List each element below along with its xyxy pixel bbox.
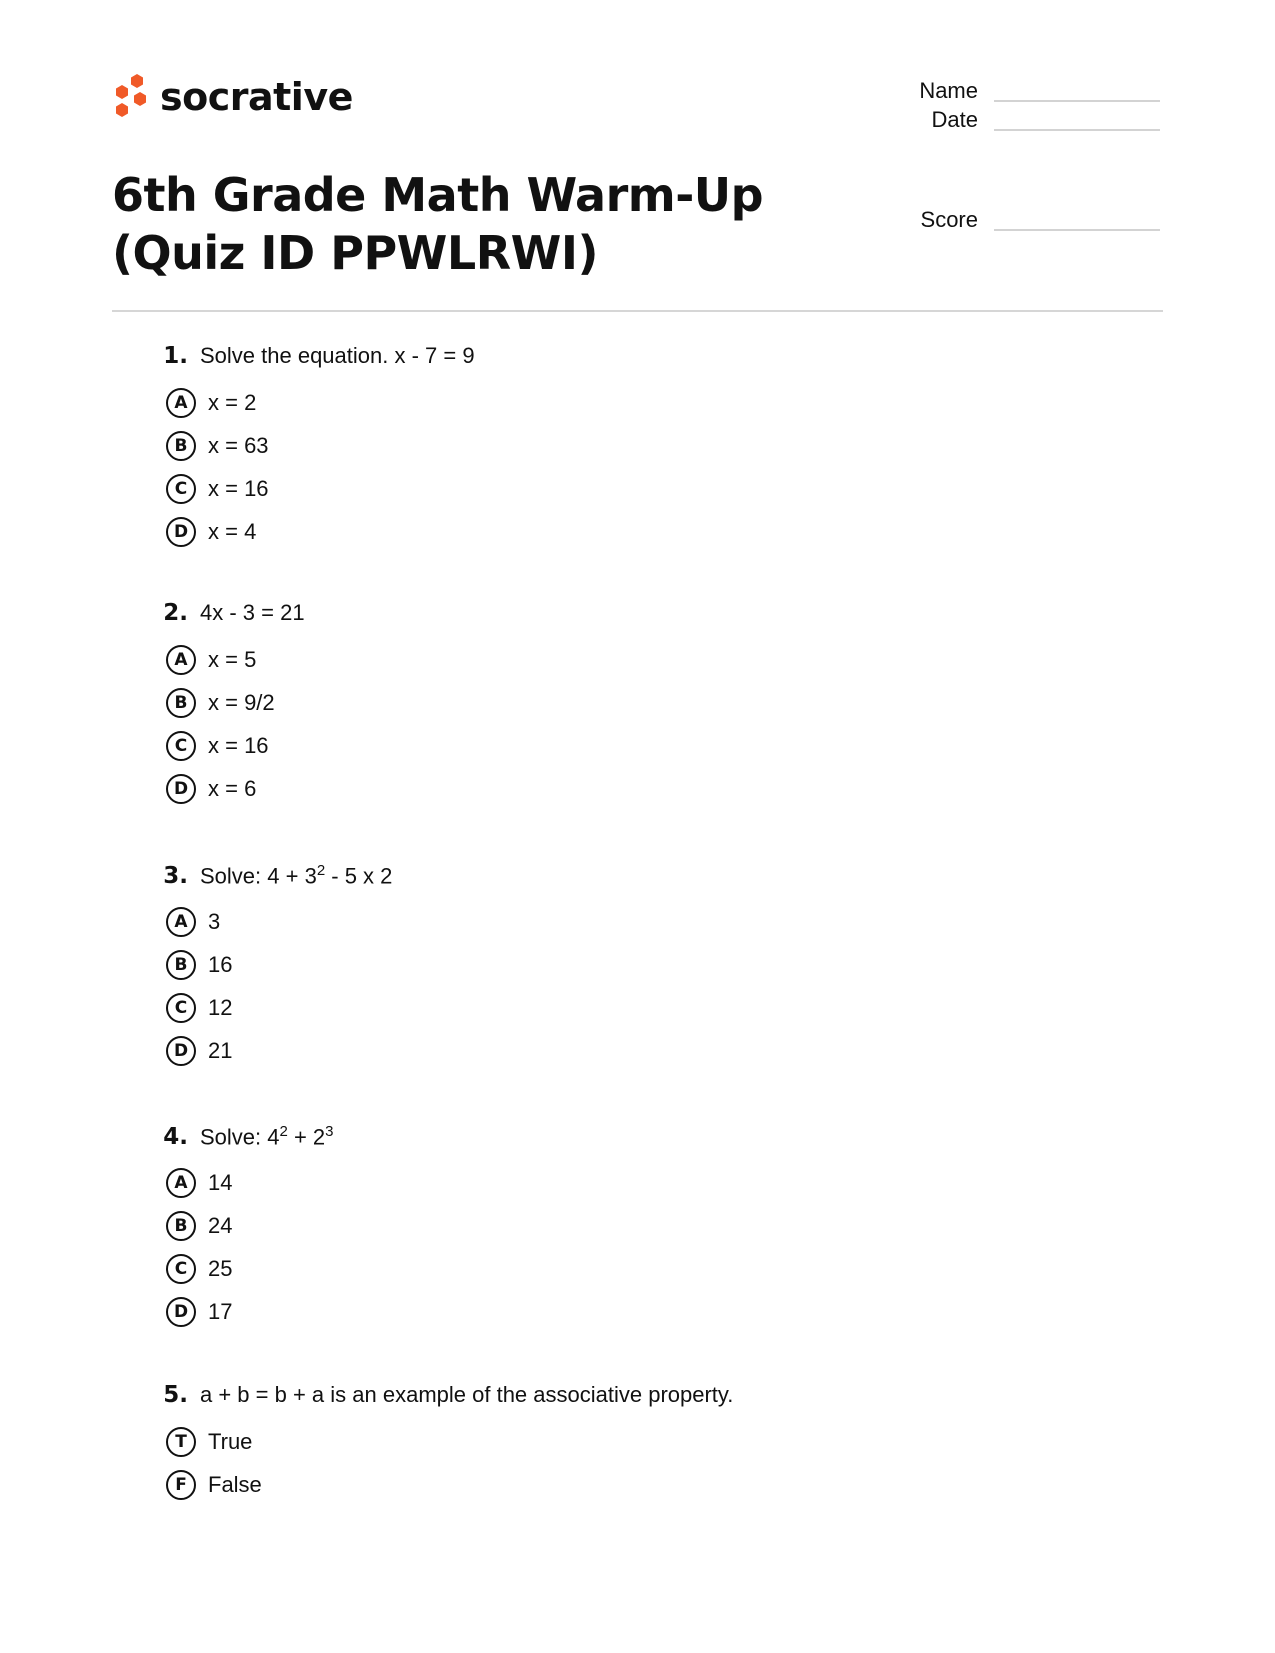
answer-bubble[interactable]: B	[166, 431, 196, 461]
option-text: x = 16	[208, 732, 269, 758]
answer-bubble[interactable]: C	[166, 993, 196, 1023]
option-d[interactable]	[166, 1029, 392, 1072]
answer-bubble[interactable]: C	[166, 731, 196, 761]
answer-bubble[interactable]: D	[166, 1297, 196, 1327]
question-4	[163, 1123, 334, 1333]
option-d[interactable]	[166, 767, 305, 810]
option-false[interactable]	[166, 1463, 733, 1506]
page-title: 6th Grade Math Warm-Up (Quiz ID PPWLRWI)	[112, 168, 764, 280]
option-text: x = 63	[208, 432, 269, 458]
score-field[interactable]	[880, 207, 1160, 233]
option-text: x = 9/2	[208, 689, 275, 715]
option-a[interactable]	[166, 381, 475, 424]
answer-bubble[interactable]: F	[166, 1470, 196, 1500]
name-line[interactable]	[994, 100, 1160, 102]
text-part: + 2	[287, 1124, 326, 1150]
question-2	[163, 600, 305, 810]
option-text: 12	[208, 994, 233, 1020]
score-label: Score	[920, 207, 978, 232]
question-number: 5.	[163, 1382, 188, 1408]
option-text: 17	[208, 1298, 233, 1324]
answer-bubble[interactable]: A	[166, 907, 196, 937]
option-a[interactable]	[166, 1161, 334, 1204]
header-divider	[112, 310, 1163, 312]
question-text	[200, 1123, 334, 1150]
answer-bubble[interactable]: C	[166, 1254, 196, 1284]
answer-bubble[interactable]: B	[166, 688, 196, 718]
date-label: Date	[931, 107, 978, 132]
question-5	[163, 1382, 734, 1506]
question-text: a + b = b + a is an example of the associative property.	[200, 1382, 734, 1407]
question-number: 3.	[163, 863, 188, 890]
option-text: x = 16	[208, 475, 269, 501]
option-d[interactable]	[166, 1290, 334, 1333]
answer-bubble[interactable]: T	[166, 1427, 196, 1457]
answer-bubble[interactable]: C	[166, 474, 196, 504]
option-text: False	[208, 1471, 262, 1497]
text-part: - 5 x 2	[325, 863, 393, 889]
question-1	[163, 343, 475, 553]
answer-bubble[interactable]: B	[166, 950, 196, 980]
question-3	[163, 862, 393, 1072]
option-text: x = 4	[208, 518, 257, 544]
answer-bubble[interactable]: A	[166, 1168, 196, 1198]
exponent: 2	[316, 862, 326, 879]
option-text: 3	[208, 908, 221, 934]
name-label: Name	[919, 78, 978, 103]
question-text: Solve the equation. x - 7 = 9	[200, 343, 475, 368]
answer-bubble[interactable]: D	[166, 1036, 196, 1066]
question-number: 2.	[163, 600, 188, 626]
hexagon-cluster-icon	[112, 72, 150, 122]
option-b[interactable]	[166, 1204, 334, 1247]
question-number: 1.	[163, 343, 188, 369]
option-text: 24	[208, 1212, 233, 1238]
option-text: 21	[208, 1037, 233, 1063]
text-part: Solve: 4 + 3	[200, 863, 317, 889]
date-field[interactable]	[880, 107, 1160, 133]
name-field[interactable]	[880, 78, 1160, 104]
question-number: 4.	[163, 1124, 188, 1151]
date-line[interactable]	[994, 129, 1160, 131]
answer-bubble[interactable]: A	[166, 645, 196, 675]
option-true[interactable]	[166, 1420, 733, 1463]
socrative-logo	[112, 72, 353, 122]
option-b[interactable]	[166, 943, 392, 986]
option-b[interactable]	[166, 424, 475, 467]
option-text: True	[208, 1428, 253, 1454]
option-c[interactable]	[166, 467, 475, 510]
answer-bubble[interactable]: A	[166, 388, 196, 418]
question-text	[200, 862, 392, 889]
option-text: x = 5	[208, 646, 257, 672]
exponent: 2	[279, 1123, 288, 1140]
answer-bubble[interactable]: D	[166, 774, 196, 804]
option-c[interactable]	[166, 1247, 334, 1290]
question-text: 4x - 3 = 21	[200, 600, 305, 625]
text-part: Solve: 4	[200, 1124, 280, 1150]
option-d[interactable]	[166, 510, 475, 553]
answer-bubble[interactable]: B	[166, 1211, 196, 1241]
option-text: x = 2	[208, 389, 257, 415]
option-b[interactable]	[166, 681, 305, 724]
option-c[interactable]	[166, 986, 392, 1029]
brand-name: socrative	[160, 75, 353, 119]
answer-bubble[interactable]: D	[166, 517, 196, 547]
option-a[interactable]	[166, 638, 305, 681]
option-text: x = 6	[208, 775, 257, 801]
option-text: 16	[208, 951, 233, 977]
option-text: 25	[208, 1255, 233, 1281]
exponent: 3	[325, 1123, 334, 1140]
option-a[interactable]	[166, 900, 392, 943]
option-text: 14	[208, 1169, 233, 1195]
option-c[interactable]	[166, 724, 305, 767]
score-line[interactable]	[994, 229, 1160, 231]
